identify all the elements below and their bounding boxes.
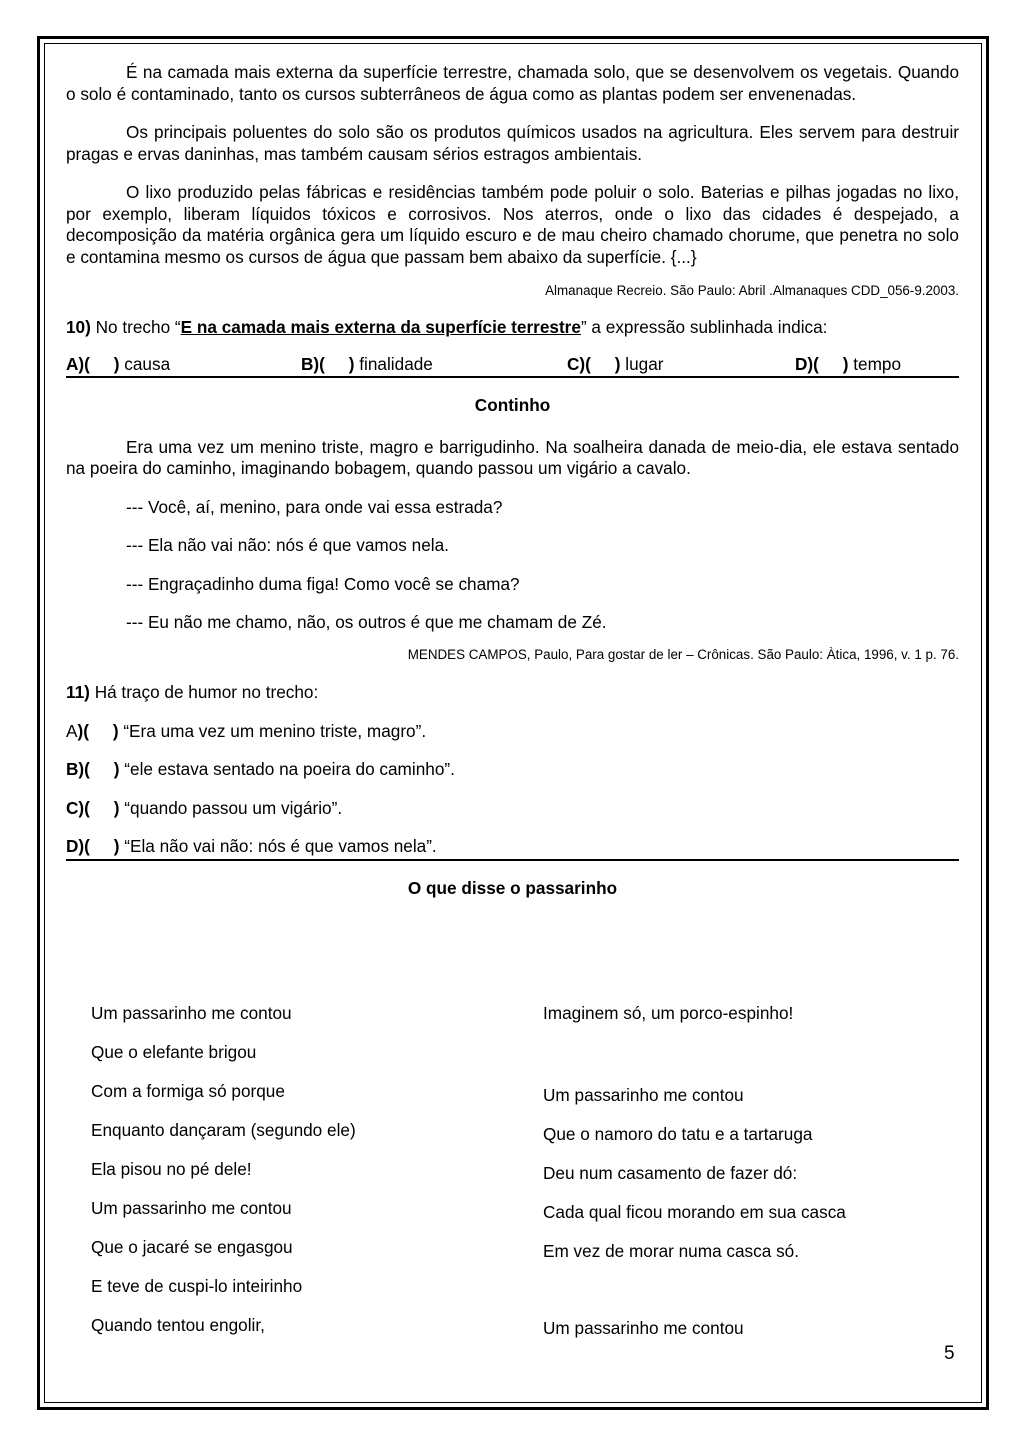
question-11-prompt: Há traço de humor no trecho:	[94, 682, 319, 702]
option-10-b[interactable]	[301, 354, 433, 376]
option-letter: C)(	[567, 354, 591, 374]
option-text: lugar	[625, 354, 664, 374]
option-text: tempo	[853, 354, 902, 374]
option-10-a[interactable]	[66, 354, 170, 376]
page-content	[66, 62, 959, 899]
poem-line: Quando tentou engolir,	[91, 1315, 265, 1335]
option-close: )	[614, 354, 621, 374]
option-letter: D)(	[795, 354, 819, 374]
option-10-d[interactable]	[795, 354, 901, 376]
poem-line: Cada qual ficou morando em sua casca	[543, 1202, 846, 1222]
poem-line: Imaginem só, um porco-espinho!	[543, 1003, 794, 1023]
option-letter: B)(	[66, 759, 90, 779]
question-10-highlight: E na camada mais externa da superfície terrestre	[180, 316, 581, 337]
poem-title: O que disse o passarinho	[407, 877, 618, 898]
option-text: finalidade	[359, 354, 433, 374]
option-letter: B)(	[301, 354, 325, 374]
poem-line: Que o namoro do tatu e a tartaruga	[543, 1124, 813, 1144]
option-10-c[interactable]	[567, 354, 664, 376]
poem-line: Com a formiga só porque	[91, 1081, 285, 1101]
option-letter: D)(	[66, 836, 90, 856]
option-close: )	[113, 354, 120, 374]
poem-line: E teve de cuspi-lo inteirinho	[91, 1276, 303, 1296]
option-paren: )(	[77, 720, 89, 741]
option-close: )	[348, 354, 355, 374]
question-10-options	[66, 354, 959, 378]
option-text: “Era uma vez um menino triste, magro”.	[123, 720, 427, 741]
option-11-b[interactable]	[66, 759, 959, 781]
option-close: )	[113, 797, 120, 818]
passage1-paragraph-1: É na camada mais externa da superfície terrestre, chamada solo, que se desenvolvem os vegetais. Quando o solo é contaminado, tanto os cursos subterrâneos de água como as plantas podem ser envenenadas.	[66, 62, 959, 104]
question-10-number: 10)	[66, 316, 91, 337]
poem-line: Que o jacaré se engasgou	[91, 1237, 293, 1257]
poem-line: Um passarinho me contou	[543, 1085, 744, 1105]
poem-line: Um passarinho me contou	[91, 1003, 292, 1023]
option-letter: C)(	[66, 797, 90, 818]
option-11-c[interactable]	[66, 798, 959, 820]
option-text: causa	[124, 354, 171, 374]
passage1-source: Almanaque Recreio. São Paulo: Abril .Almanaques CDD_056-9.2003.	[545, 283, 959, 298]
option-letter: A)(	[66, 354, 90, 374]
passage2-source: MENDES CAMPOS, Paulo, Para gostar de ler – Crônicas. São Paulo: Àtica, 1996, v. 1 p. 76.	[407, 646, 959, 662]
option-close: )	[112, 720, 119, 741]
question-10-text-after: ” a expressão sublinhada indica:	[580, 316, 828, 337]
option-11-a[interactable]	[66, 721, 959, 743]
dialogue-line-3: --- Engraçadinho duma figa! Como você se chama?	[126, 573, 520, 594]
poem-line: Deu num casamento de fazer dó:	[543, 1163, 798, 1183]
poem-line: Que o elefante brigou	[91, 1042, 257, 1062]
passage2-paragraph: Era uma vez um menino triste, magro e barrigudinho. Na soalheira danada de meio-dia, ele estava sentado na poeira do caminho, imaginando bobagem, quando passou um vigário a cavalo.	[66, 436, 959, 478]
option-text: “quando passou um vigário”.	[124, 797, 343, 818]
passage1-paragraph-2: Os principais poluentes do solo são os produtos químicos usados na agricultura. Eles servem para destruir pragas e ervas daninhas, mas também causam sérios estragos ambientais.	[66, 122, 959, 164]
poem-line: Em vez de morar numa casca só.	[543, 1241, 799, 1261]
option-text: “Ela não vai não: nós é que vamos nela”.	[124, 836, 437, 856]
poem-line: Um passarinho me contou	[543, 1318, 744, 1338]
page-number: 5	[944, 1343, 955, 1364]
question-11-number: 11)	[66, 682, 90, 702]
question-10-text-before: No trecho “	[95, 316, 181, 337]
dialogue-line-2: --- Ela não vai não: nós é que vamos nela.	[126, 535, 449, 555]
passage2-title: Continho	[474, 395, 551, 415]
option-text: “ele estava sentado na poeira do caminho”.	[124, 759, 455, 779]
option-letter: A	[66, 720, 78, 741]
question-10	[66, 317, 959, 339]
option-close: )	[842, 354, 849, 374]
question-11	[66, 682, 959, 704]
option-close: )	[113, 836, 120, 856]
dialogue-line-4: --- Eu não me chamo, não, os outros é que me chamam de Zé.	[126, 612, 607, 632]
passage1-paragraph-3: O lixo produzido pelas fábricas e residências também pode poluir o solo. Baterias e pilhas jogadas no lixo, por exemplo, liberam líquidos tóxicos e corrosivos. Nos aterros, onde o lixo das cidades é despejado, a decomposição da matéria orgânica gera um líquido escuro e de mau cheiro chamado chorume, que penetra no solo e contamina mesmo os cursos de água que passam bem abaixo da superfície. {...}	[66, 182, 959, 267]
poem-line: Um passarinho me contou	[91, 1198, 292, 1218]
poem-line: Enquanto dançaram (segundo ele)	[91, 1120, 356, 1140]
dialogue-line-1: --- Você, aí, menino, para onde vai essa estrada?	[126, 496, 503, 517]
option-11-d[interactable]	[66, 836, 959, 861]
option-close: )	[113, 759, 120, 779]
poem-line: Ela pisou no pé dele!	[91, 1159, 252, 1179]
